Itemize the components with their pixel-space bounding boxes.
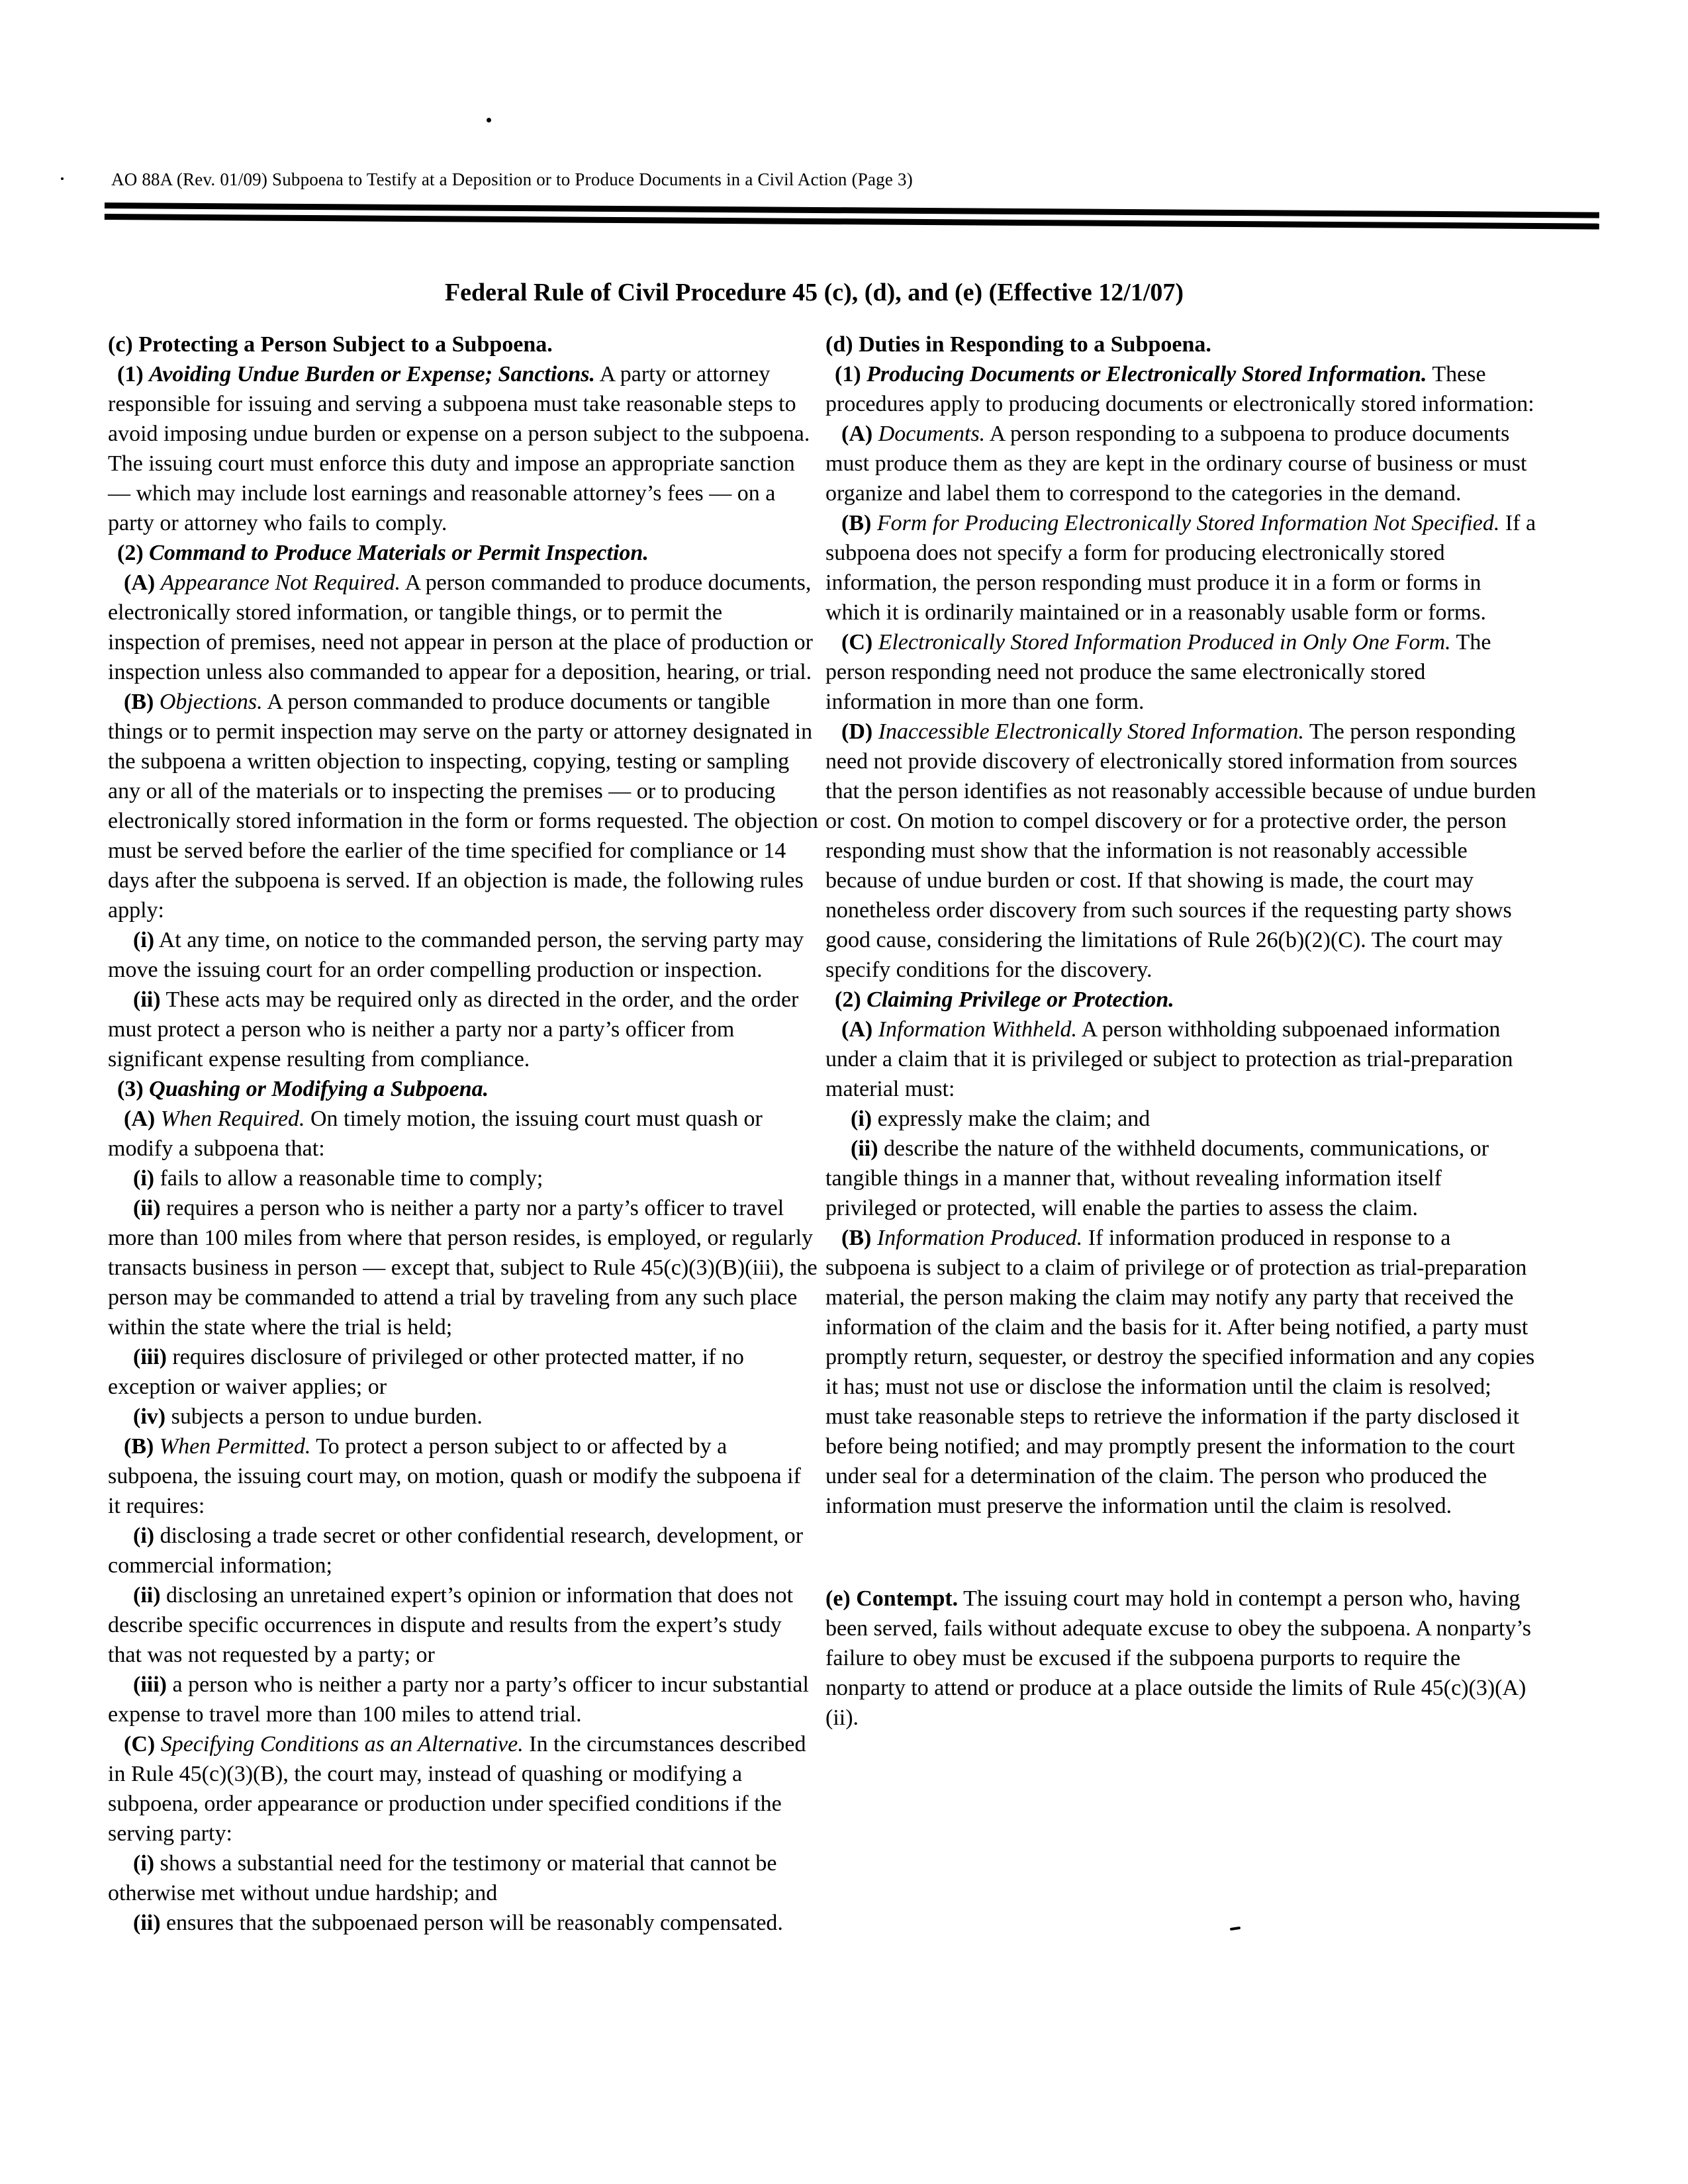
rule-d2A: (A) Information Withheld. A person withholding subpoenaed information under a claim that it is privileged or subject to protection as trial-preparation material must: bbox=[825, 1017, 1513, 1101]
rule-c3A: (A) When Required. On timely motion, the issuing court must quash or modify a subpoena that: bbox=[108, 1107, 763, 1161]
rule-c3A-ii: (ii) requires a person who is neither a party nor a party’s officer to travel more than 100 miles from where that person resides, is employed, or regularly transacts business in person — except that, subject to Rule 45(c)(3)(B)(iii), the person may be commanded to attend a trial by traveling from any such place within the state where the trial is held; bbox=[108, 1196, 818, 1340]
rule-d1: (1) Producing Documents or Electronically Stored Information. These procedures apply to producing documents or electronically stored information: bbox=[825, 362, 1534, 416]
rule-c3A-iv: (iv) subjects a person to undue burden. bbox=[133, 1404, 483, 1429]
rule-d1D: (D) Inaccessible Electronically Stored Information. The person responding need not provide discovery of electronically stored information from sources that the person identifies as not reasonably accessible because of undue burden or cost. On motion to compel discovery or for a protective order, the person responding must show that the information is not reasonably accessible because of undue burden or cost. If that showing is made, the court may nonetheless order discovery from such sources if the requesting party shows good cause, considering the limitations of Rule 26(b)(2)(C). The court may specify conditions for the discovery. bbox=[825, 719, 1536, 982]
rule-c3C: (C) Specifying Conditions as an Alternative. In the circumstances described in Rule 45(c)(3)(B), the court may, instead of quashing or modifying a subpoena, order appearance or production under specified conditions if the serving party: bbox=[108, 1732, 806, 1846]
right-column bbox=[825, 330, 1536, 1938]
rule-c3: (3) Quashing or Modifying a Subpoena. bbox=[117, 1077, 489, 1101]
two-column-body bbox=[108, 330, 1536, 1938]
rule-c3B-iii: (iii) a person who is neither a party nor a party’s officer to incur substantial expense to travel more than 100 miles to attend trial. bbox=[108, 1672, 809, 1727]
rule-section-d: (d) Duties in Responding to a Subpoena. bbox=[825, 332, 1211, 357]
rule-c2: (2) Command to Produce Materials or Permit Inspection. bbox=[117, 541, 649, 565]
left-column bbox=[108, 330, 819, 1938]
form-header-line: AO 88A (Rev. 01/09) Subpoena to Testify at a Deposition or to Produce Documents in a Civil Action (Page 3) bbox=[111, 169, 913, 189]
rule-c3B: (B) When Permitted. To protect a person subject to or affected by a subpoena, the issuing court may, on motion, quash or modify the subpoena if it requires: bbox=[108, 1434, 801, 1518]
rule-c2B: (B) Objections. A person commanded to produce documents or tangible things or to permit inspection may serve on the party or attorney designated in the subpoena a written objection to inspecting, copying, testing or sampling any or all of the materials or to inspecting the premises — or to producing electronically stored information in the form or forms requested. The objection must be served before the earlier of the time specified for compliance or 14 days after the subpoena is served. If an objection is made, the following rules apply: bbox=[108, 690, 818, 923]
rule-c3A-iii: (iii) requires disclosure of privileged or other protected matter, if no exception or waiver applies; or bbox=[108, 1345, 744, 1399]
rule-section-c: (c) Protecting a Person Subject to a Subpoena. bbox=[108, 332, 553, 357]
rule-section-e: (e) Contempt. The issuing court may hold in contempt a person who, having been served, fails without adequate excuse to obey the subpoena. A nonparty’s failure to obey must be excused if the subpoena purports to require the nonparty to attend or produce at a place outside the limits of Rule 45(c)(3)(A)(ii). bbox=[825, 1586, 1531, 1730]
rule-c2A: (A) Appearance Not Required. A person commanded to produce documents, electronically stored information, or tangible things, or to permit the inspection of premises, need not appear in person at the place of production or inspection unless also commanded to appear for a deposition, hearing, or trial. bbox=[108, 570, 813, 684]
header-divider bbox=[105, 203, 1599, 230]
rule-c2B-i: (i) At any time, on notice to the commanded person, the serving party may move the issuing court for an order compelling production or inspection. bbox=[108, 928, 804, 982]
rule-d2A-ii: (ii) describe the nature of the withheld documents, communications, or tangible things in a manner that, without revealing information itself privileged or protected, will enable the parties to assess the claim. bbox=[825, 1136, 1489, 1220]
rule-d2A-i: (i) expressly make the claim; and bbox=[851, 1107, 1150, 1131]
rule-c3C-ii: (ii) ensures that the subpoenaed person will be reasonably compensated. bbox=[133, 1911, 783, 1935]
rule-c3C-i: (i) shows a substantial need for the testimony or material that cannot be otherwise met without undue hardship; and bbox=[108, 1851, 777, 1905]
rule-c3B-i: (i) disclosing a trade secret or other confidential research, development, or commercial information; bbox=[108, 1524, 804, 1578]
rule-c1: (1) Avoiding Undue Burden or Expense; Sanctions. A party or attorney responsible for issuing and serving a subpoena must take reasonable steps to avoid imposing undue burden or expense on a person subject to the subpoena. The issuing court must enforce this duty and impose an appropriate sanction — which may include lost earnings and reasonable attorney’s fees — on a party or attorney who fails to comply. bbox=[108, 362, 810, 535]
rule-d2: (2) Claiming Privilege or Protection. bbox=[835, 987, 1174, 1012]
rule-c2B-ii: (ii) These acts may be required only as directed in the order, and the order must protect a person who is neither a party nor a party’s officer from significant expense resulting from compliance. bbox=[108, 987, 799, 1071]
rule-d1B: (B) Form for Producing Electronically Stored Information Not Specified. If a subpoena does not specify a form for producing electronically stored information, the person responding must produce it in a form or forms in which it is ordinarily maintained or in a reasonably usable form or forms. bbox=[825, 511, 1536, 625]
ink-speck bbox=[487, 118, 491, 122]
rule-d1A: (A) Documents. A person responding to a subpoena to produce documents must produce them as they are kept in the ordinary course of business or must organize and label them to correspond to the categories in the demand. bbox=[825, 422, 1527, 506]
rule-d1C: (C) Electronically Stored Information Produced in Only One Form. The person responding need not produce the same electronically stored information in more than one form. bbox=[825, 630, 1491, 714]
page-title: Federal Rule of Civil Procedure 45 (c), (d), and (e) (Effective 12/1/07) bbox=[444, 279, 1184, 306]
ink-speck bbox=[61, 177, 64, 180]
rule-c3A-i: (i) fails to allow a reasonable time to comply; bbox=[133, 1166, 543, 1191]
rule-d2B: (B) Information Produced. If information produced in response to a subpoena is subject to a claim of privilege or of protection as trial-preparation material, the person making the claim may notify any party that received the information of the claim and the basis for it. After being notified, a party must promptly return, sequester, or destroy the specified information and any copies it has; must not use or disclose the information until the claim is resolved; must take reasonable steps to retrieve the information if the party disclosed it before being notified; and may promptly present the information to the court under seal for a determination of the claim. The person who produced the information must preserve the information until the claim is resolved. bbox=[825, 1226, 1535, 1518]
rule-c3B-ii: (ii) disclosing an unretained expert’s opinion or information that does not describe specific occurrences in dispute and results from the expert’s study that was not requested by a party; or bbox=[108, 1583, 794, 1667]
